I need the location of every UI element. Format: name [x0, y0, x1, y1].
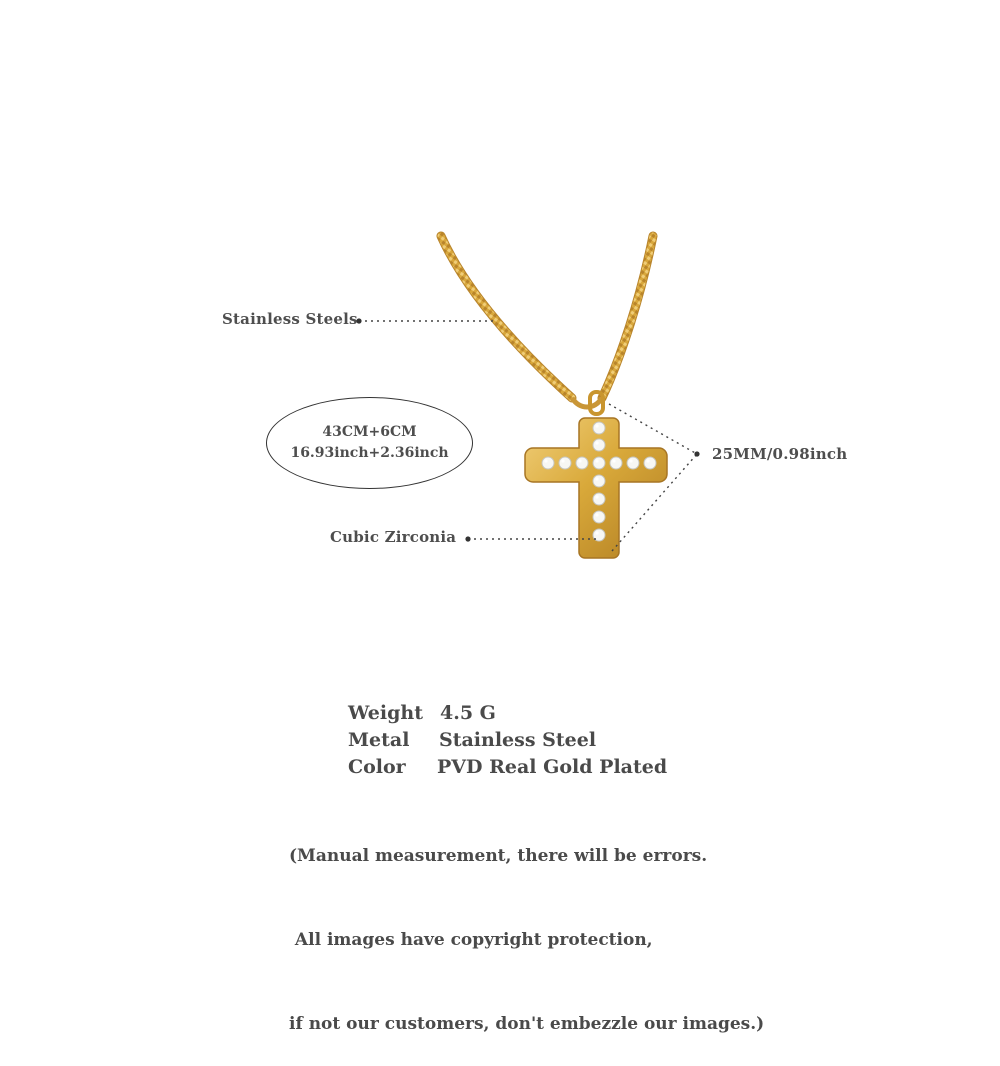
stone-label: Cubic Zirconia — [330, 528, 457, 546]
box-chain — [441, 236, 653, 407]
chain-length-oval — [266, 397, 473, 489]
note-line: (Manual measurement, there will be errors. — [289, 846, 708, 866]
disclaimer-notes — [289, 786, 764, 1066]
note-line: All images have copyright protection, — [289, 930, 653, 950]
spec-value: PVD Real Gold Plated — [437, 756, 668, 778]
spec-key: Weight — [348, 702, 423, 724]
length-imperial: 16.93inch+2.36inch — [290, 445, 449, 461]
spec-value: Stainless Steel — [439, 729, 597, 751]
spec-value: 4.5 G — [440, 702, 496, 724]
spec-key: Color — [348, 756, 406, 778]
pendant-size-label: 25MM/0.98inch — [712, 445, 848, 463]
note-line: if not our customers, don't embezzle our images.) — [289, 1014, 765, 1034]
cross-pendant — [525, 418, 667, 558]
chain-material-label: Stainless Steels — [222, 310, 358, 328]
length-metric: 43CM+6CM — [322, 424, 417, 440]
spec-key: Metal — [348, 729, 410, 751]
